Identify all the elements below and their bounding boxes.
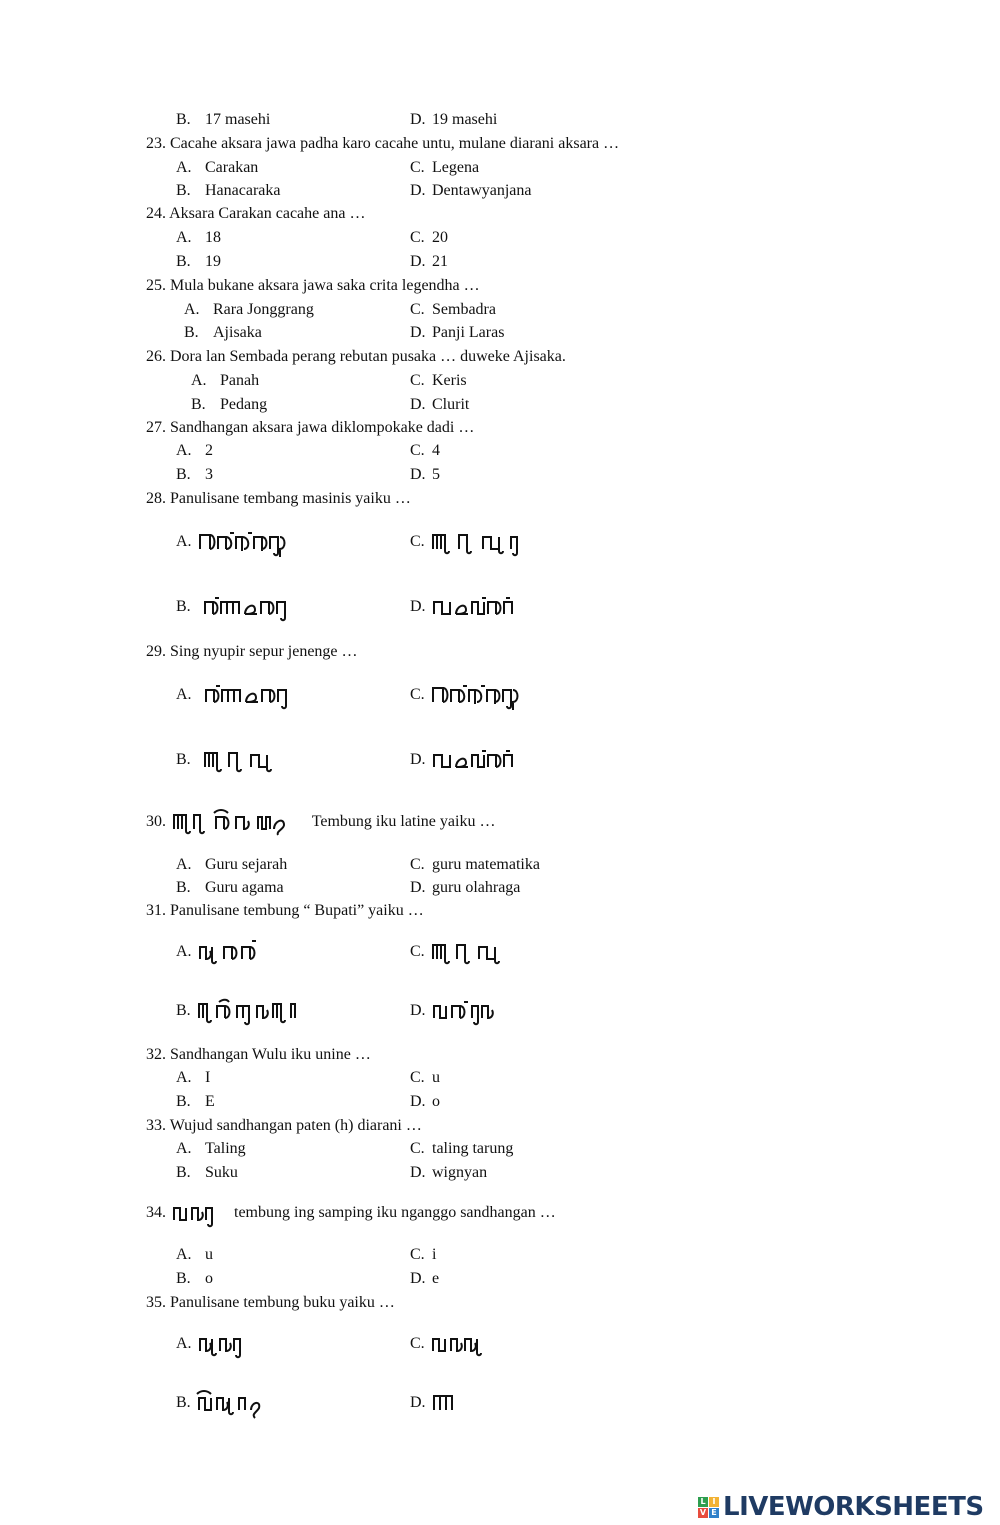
- option-letter: D.: [410, 1270, 426, 1287]
- answer-option[interactable]: [176, 1245, 213, 1265]
- option-text: Panah: [220, 372, 260, 389]
- answer-option[interactable]: [191, 371, 259, 391]
- option-text: Legena: [432, 159, 480, 176]
- question-q32: 32. Sandhangan Wulu iku unine …: [146, 1046, 371, 1063]
- javanese-script-image: [430, 592, 520, 622]
- option-text: Pedang: [220, 396, 268, 413]
- liveworksheets-logo: [698, 1492, 984, 1522]
- javanese-script-image: [430, 996, 506, 1026]
- option-text: Rara Jonggrang: [213, 301, 314, 318]
- option-text: Taling: [205, 1140, 246, 1157]
- option-letter: B.: [176, 466, 191, 483]
- option-letter: B.: [176, 879, 191, 896]
- answer-option[interactable]: [410, 1269, 439, 1289]
- answer-option[interactable]: [410, 158, 479, 178]
- q28-option-d[interactable]: D.: [410, 592, 520, 624]
- javanese-script-image: [196, 680, 296, 710]
- option-text: 5: [432, 466, 440, 483]
- option-letter: D.: [410, 182, 426, 199]
- option-text: o: [205, 1270, 213, 1287]
- answer-option[interactable]: [176, 110, 270, 130]
- option-text: Carakan: [205, 159, 259, 176]
- question-q33: 33. Wujud sandhangan paten (h) diarani …: [146, 1117, 422, 1134]
- option-letter: B.: [176, 182, 191, 199]
- q29-option-c[interactable]: C.: [410, 680, 525, 712]
- answer-option[interactable]: [410, 1092, 440, 1112]
- option-letter: B.: [176, 111, 191, 128]
- option-text: 3: [205, 466, 213, 483]
- answer-option[interactable]: [191, 395, 267, 415]
- option-letter: D.: [410, 253, 426, 270]
- option-text: e: [432, 1270, 440, 1287]
- option-letter: A.: [176, 442, 192, 459]
- option-text: Clurit: [432, 396, 470, 413]
- option-text: wignyan: [432, 1164, 488, 1181]
- q35-option-b[interactable]: B.: [176, 1388, 275, 1420]
- answer-option[interactable]: [410, 371, 467, 391]
- answer-option[interactable]: [410, 855, 540, 875]
- q35-option-d[interactable]: D.: [410, 1388, 470, 1420]
- q31-option-a[interactable]: A.: [176, 937, 268, 969]
- question-q26: 26. Dora lan Sembada perang rebutan pusaka … duweke Ajisaka.: [146, 348, 566, 365]
- javanese-script-image: [429, 680, 525, 710]
- question-q29: 29. Sing nyupir sepur jenenge …: [146, 643, 358, 660]
- option-letter: A.: [176, 159, 192, 176]
- option-letter: B.: [176, 1093, 191, 1110]
- option-text: i: [432, 1246, 437, 1263]
- option-letter: A.: [184, 301, 200, 318]
- option-letter: D.: [410, 324, 426, 341]
- question-30: 30. Tembung iku latine yaiku …: [146, 807, 495, 839]
- answer-option[interactable]: [410, 441, 440, 461]
- option-text: Guru sejarah: [205, 856, 288, 873]
- option-letter: C.: [410, 229, 425, 246]
- answer-option[interactable]: [410, 1245, 436, 1265]
- option-text: Dentawyanjana: [432, 182, 532, 199]
- option-text: Panji Laras: [432, 324, 505, 341]
- option-text: 2: [205, 442, 213, 459]
- answer-option[interactable]: [410, 878, 520, 898]
- option-text: guru olahraga: [432, 879, 521, 896]
- option-text: guru matematika: [432, 856, 540, 873]
- question-q31: 31. Panulisane tembung “ Bupati” yaiku …: [146, 902, 424, 919]
- question-q25: 25. Mula bukane aksara jawa saka crita legendha …: [146, 277, 480, 294]
- answer-option[interactable]: [176, 181, 281, 201]
- answer-option[interactable]: [410, 465, 440, 485]
- javanese-script-image: [195, 1388, 275, 1418]
- option-letter: C.: [410, 1069, 425, 1086]
- answer-option[interactable]: [410, 323, 504, 343]
- answer-option[interactable]: [410, 252, 448, 272]
- answer-option[interactable]: [176, 855, 287, 875]
- javanese-script-image: [429, 937, 521, 967]
- answer-option[interactable]: [176, 1163, 238, 1183]
- javanese-script-image: [195, 592, 295, 622]
- option-text: 21: [432, 253, 448, 270]
- option-letter: C.: [410, 442, 425, 459]
- option-letter: C.: [410, 856, 425, 873]
- answer-option[interactable]: [184, 323, 262, 343]
- answer-option[interactable]: [410, 300, 496, 320]
- q29-option-a[interactable]: A.: [176, 680, 296, 712]
- option-text: 19 masehi: [432, 111, 498, 128]
- option-text: taling tarung: [432, 1140, 514, 1157]
- q35-option-c[interactable]: C.: [410, 1329, 499, 1361]
- option-letter: A.: [176, 1140, 192, 1157]
- question-q27: 27. Sandhangan aksara jawa diklompokake dadi …: [146, 419, 475, 436]
- option-letter: B.: [191, 396, 206, 413]
- javanese-script-image: [429, 527, 521, 557]
- javanese-script-image: [196, 527, 292, 557]
- q31-option-c[interactable]: C.: [410, 937, 521, 969]
- option-text: 18: [205, 229, 221, 246]
- answer-option[interactable]: [176, 1092, 215, 1112]
- option-text: Suku: [205, 1164, 238, 1181]
- answer-option[interactable]: [176, 252, 221, 272]
- javanese-script-image: [195, 745, 287, 775]
- option-text: 20: [432, 229, 448, 246]
- option-letter: D.: [410, 466, 426, 483]
- answer-option[interactable]: [176, 465, 213, 485]
- option-letter: D.: [410, 1164, 426, 1181]
- option-letter: A.: [191, 372, 207, 389]
- q28-option-c[interactable]: C.: [410, 527, 521, 559]
- q29-option-b[interactable]: B.: [176, 745, 287, 777]
- brand-name: LIVEWORKSHEETS: [723, 1492, 984, 1522]
- option-text: Guru agama: [205, 879, 284, 896]
- option-text: o: [432, 1093, 440, 1110]
- javanese-script-image: [195, 996, 313, 1026]
- option-letter: C.: [410, 159, 425, 176]
- answer-option[interactable]: [410, 1163, 487, 1183]
- answer-option[interactable]: [410, 395, 469, 415]
- option-letter: A.: [176, 1246, 192, 1263]
- option-letter: D.: [410, 396, 426, 413]
- answer-option[interactable]: [176, 158, 258, 178]
- javanese-script-image: [429, 1329, 499, 1359]
- answer-option[interactable]: [176, 1269, 213, 1289]
- q35-option-a[interactable]: A.: [176, 1329, 256, 1361]
- q31-option-d[interactable]: D.: [410, 996, 506, 1028]
- option-text: Hanacaraka: [205, 182, 281, 199]
- question-q28: 28. Panulisane tembang masinis yaiku …: [146, 490, 411, 507]
- option-text: 17 masehi: [205, 111, 271, 128]
- option-letter: D.: [410, 111, 426, 128]
- option-text: 19: [205, 253, 221, 270]
- javanese-script-image: [170, 1198, 230, 1228]
- answer-option[interactable]: [410, 181, 532, 201]
- answer-option[interactable]: [410, 110, 497, 130]
- answer-option[interactable]: [176, 1139, 246, 1159]
- answer-option[interactable]: [176, 878, 284, 898]
- answer-option[interactable]: [184, 300, 314, 320]
- option-text: Sembadra: [432, 301, 496, 318]
- option-letter: C.: [410, 372, 425, 389]
- option-text: 4: [432, 442, 440, 459]
- javanese-script-image: [196, 937, 268, 967]
- option-text: u: [205, 1246, 213, 1263]
- q28-option-a[interactable]: A.: [176, 527, 292, 559]
- answer-option[interactable]: [410, 1139, 513, 1159]
- javanese-script-image: [196, 1329, 256, 1359]
- q31-option-b[interactable]: B.: [176, 996, 313, 1028]
- question-q23: 23. Cacahe aksara jawa padha karo cacahe untu, mulane diarani aksara …: [146, 135, 620, 152]
- option-letter: D.: [410, 879, 426, 896]
- javanese-script-image: [430, 745, 520, 775]
- option-letter: C.: [410, 1140, 425, 1157]
- logo-mark-icon: L I V E: [698, 1497, 719, 1518]
- answer-option[interactable]: [410, 228, 448, 248]
- option-letter: A.: [176, 1069, 192, 1086]
- option-letter: A.: [176, 229, 192, 246]
- option-letter: C.: [410, 1246, 425, 1263]
- option-letter: B.: [176, 253, 191, 270]
- answer-option[interactable]: [410, 1068, 440, 1088]
- option-text: E: [205, 1093, 215, 1110]
- answer-option[interactable]: [176, 1068, 210, 1088]
- option-letter: C.: [410, 301, 425, 318]
- question-q35: 35. Panulisane tembung buku yaiku …: [146, 1294, 395, 1311]
- option-letter: A.: [176, 856, 192, 873]
- option-letter: B.: [176, 1270, 191, 1287]
- option-text: Ajisaka: [213, 324, 262, 341]
- option-letter: D.: [410, 1093, 426, 1110]
- q29-option-d[interactable]: D.: [410, 745, 520, 777]
- question-q24: 24. Aksara Carakan cacahe ana …: [146, 205, 366, 222]
- answer-option[interactable]: [176, 441, 213, 461]
- question-34: 34. tembung ing samping iku nganggo sandhangan …: [146, 1198, 556, 1230]
- option-text: I: [205, 1069, 211, 1086]
- option-letter: B.: [184, 324, 199, 341]
- answer-option[interactable]: [176, 228, 221, 248]
- javanese-script-image: [430, 1388, 470, 1418]
- option-text: u: [432, 1069, 440, 1086]
- javanese-script-image: [170, 807, 308, 837]
- option-text: Keris: [432, 372, 467, 389]
- q28-option-b[interactable]: B.: [176, 592, 295, 624]
- option-letter: B.: [176, 1164, 191, 1181]
